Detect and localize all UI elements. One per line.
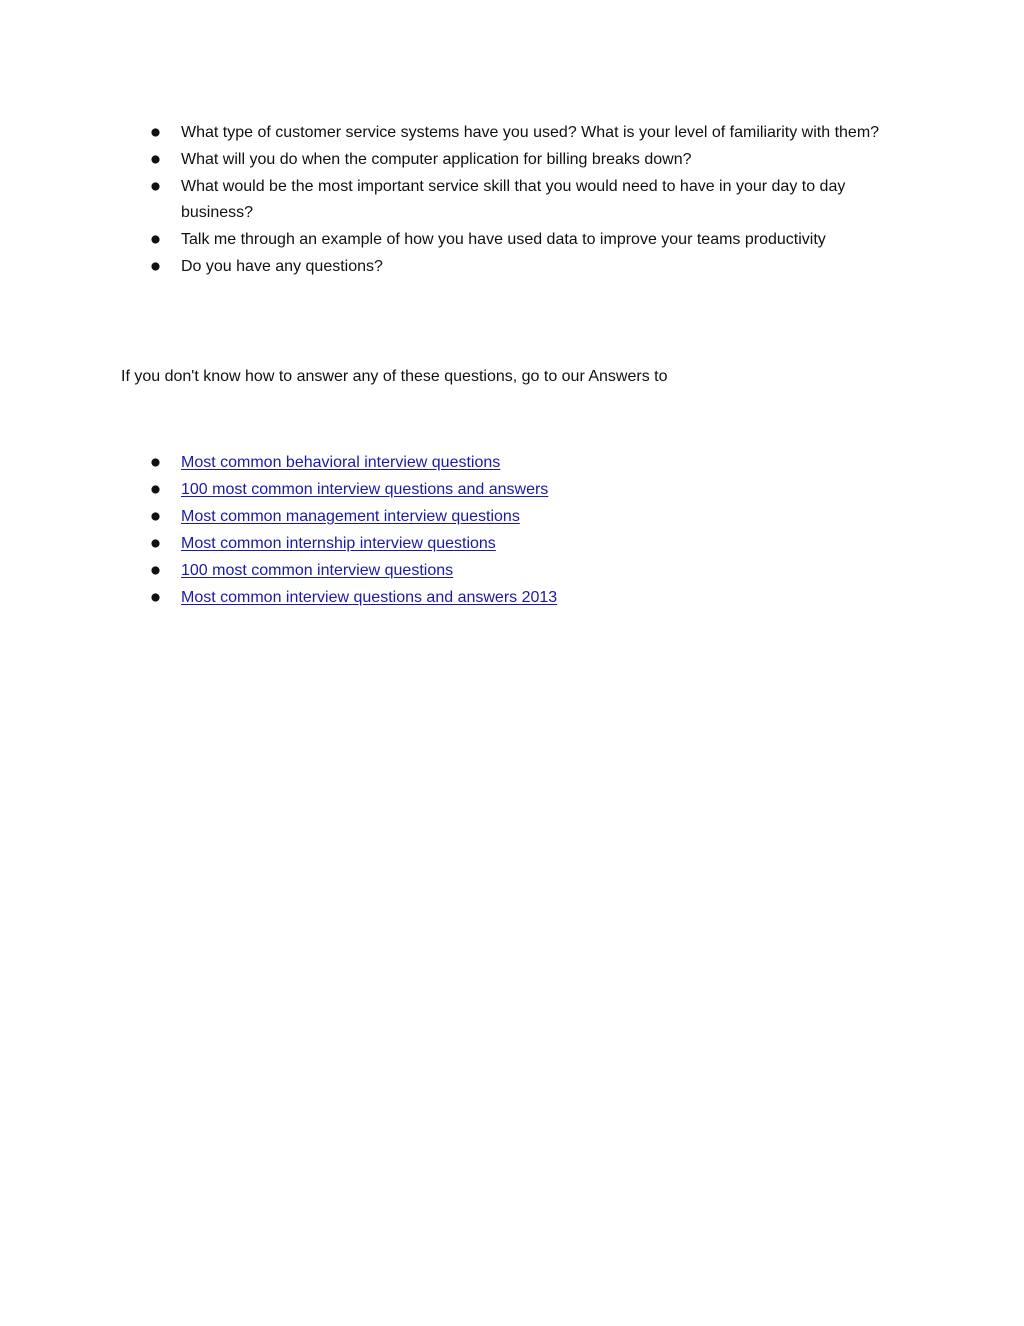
list-item <box>0 120 1024 146</box>
link-internship-questions[interactable]: Most common internship interview questions <box>181 535 496 552</box>
bullet-icon <box>152 459 159 466</box>
list-item <box>0 227 1024 253</box>
bullet-icon <box>152 156 159 163</box>
bullet-icon <box>152 263 159 270</box>
link-behavioral-questions[interactable]: Most common behavioral interview questions <box>181 454 501 471</box>
list-item <box>0 174 1024 226</box>
link-100-questions-answers[interactable]: 100 most common interview questions and answers <box>181 481 549 498</box>
list-item <box>0 585 1024 611</box>
bullet-icon <box>152 594 159 601</box>
list-item <box>0 531 1024 557</box>
question-text: Talk me through an example of how you have used data to improve your teams productivity <box>181 231 826 248</box>
link-questions-answers-2013[interactable]: Most common interview questions and answers 2013 <box>181 589 558 606</box>
answer-links-list <box>0 450 1024 612</box>
bullet-icon <box>152 129 159 136</box>
link-management-questions[interactable]: Most common management interview questions <box>181 508 520 525</box>
question-text: What would be the most important service skill that you would need to have in your day to day business? <box>181 178 846 221</box>
question-text: Do you have any questions? <box>181 258 383 275</box>
link-100-questions[interactable]: 100 most common interview questions <box>181 562 454 579</box>
bullet-icon <box>152 567 159 574</box>
question-text: What type of customer service systems have you used? What is your level of familiarity with them? <box>181 124 880 141</box>
bullet-icon <box>152 513 159 520</box>
question-text: What will you do when the computer application for billing breaks down? <box>181 151 692 168</box>
bullet-icon <box>152 540 159 547</box>
bullet-icon <box>152 183 159 190</box>
list-item <box>0 147 1024 173</box>
intro-paragraph: If you don't know how to answer any of these questions, go to our Answers to <box>121 368 668 385</box>
question-list <box>0 120 1024 281</box>
list-item <box>0 254 1024 280</box>
list-item <box>0 504 1024 530</box>
list-item <box>0 558 1024 584</box>
bullet-icon <box>152 486 159 493</box>
bullet-icon <box>152 236 159 243</box>
list-item <box>0 450 1024 476</box>
list-item <box>0 477 1024 503</box>
